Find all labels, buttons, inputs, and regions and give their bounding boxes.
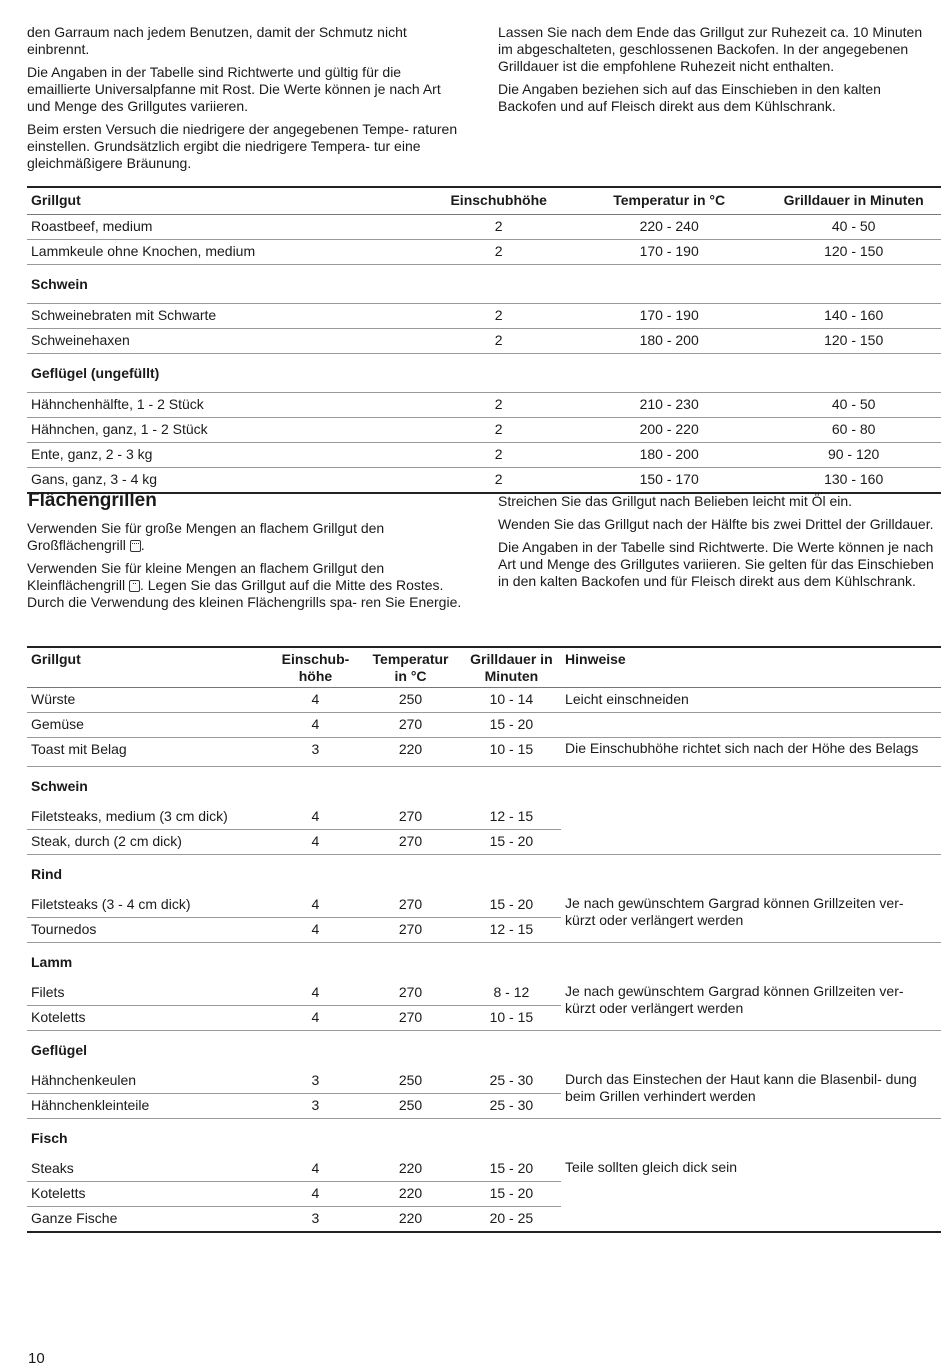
cell-level: 4: [272, 918, 360, 943]
table-row: [27, 1157, 941, 1182]
cell-level: 4: [272, 713, 360, 738]
cell-duration: 20 - 25: [489, 1210, 534, 1226]
paragraph: Die Angaben in der Tabelle sind Richtwerte und gültig für die emaillierte Universalpfanne mit Rost. Die Werte können je nach Art und Menge des Grillgutes variieren.: [27, 64, 441, 114]
column-header: Grillgut: [27, 647, 272, 688]
paragraph-text: Verwenden Sie für große Mengen an flachem Grillgut den Großflächengrill: [27, 520, 385, 553]
cell-note: Durch das Einstechen der Haut kann die Blasenbil- dung beim Grillen verhindert werden: [561, 1069, 941, 1119]
header-line: Minuten: [484, 668, 539, 684]
cell-level: 4: [272, 1157, 360, 1182]
cell-level: 2: [425, 304, 572, 329]
table-row: [27, 418, 941, 443]
cell-note: Leicht einschneiden: [561, 688, 941, 713]
cell-temperature: 250: [359, 1069, 461, 1094]
cell-level: 4: [272, 981, 360, 1006]
cell-duration: 25 - 30: [462, 1069, 561, 1094]
cell-note: Je nach gewünschtem Gargrad können Grillzeiten ver- kürzt oder verlängert werden: [561, 981, 941, 1031]
table-row: [27, 215, 941, 240]
cell-item: Filets: [27, 981, 272, 1006]
cell-level: 4: [272, 893, 360, 918]
cell-item: Filetsteaks, medium (3 cm dick): [27, 805, 272, 830]
cell-item: Roastbeef, medium: [27, 215, 425, 240]
section-heading: Schwein: [31, 778, 88, 794]
cell-duration: 60 - 80: [766, 418, 941, 443]
cell-level: 3: [311, 1210, 320, 1226]
paragraph: Streichen Sie das Grillgut nach Belieben leicht mit Öl ein.: [498, 493, 853, 509]
cell-item: Toast mit Belag: [27, 738, 272, 767]
section-row: [27, 1031, 941, 1070]
cell-temperature: 180 - 200: [572, 443, 766, 468]
paragraph: [27, 520, 467, 554]
cell-level: 2: [425, 215, 572, 240]
grill-table: [27, 186, 941, 494]
cell-item: Ente, ganz, 2 - 3 kg: [27, 443, 425, 468]
section-row: [27, 354, 941, 393]
intro-left-column: [27, 24, 467, 178]
cell-duration: 10 - 14: [462, 688, 561, 713]
cell-item: Steak, durch (2 cm dick): [31, 833, 182, 849]
cell-level: 3: [272, 738, 360, 767]
header-line: in °C: [394, 668, 427, 684]
cell-item: Tournedos: [27, 918, 272, 943]
header-line: Temperatur: [372, 651, 449, 667]
cell-duration: 10 - 15: [462, 738, 561, 767]
cell-level: 2: [425, 329, 572, 354]
cell-temperature: 170 - 190: [572, 240, 766, 265]
cell-item: Koteletts: [27, 1006, 272, 1031]
cell-item: Schweinehaxen: [27, 329, 425, 354]
section-heading: Geflügel (ungefüllt): [27, 354, 941, 393]
cell-temperature: 220: [359, 738, 461, 767]
cell-duration: 12 - 15: [462, 805, 561, 830]
cell-level: 4: [272, 688, 360, 713]
area-grill-table: [27, 646, 941, 1233]
cell-duration: 90 - 120: [766, 443, 941, 468]
cell-note: Je nach gewünschtem Gargrad können Grillzeiten ver- kürzt oder verlängert werden: [561, 893, 941, 943]
cell-temperature: 220 - 240: [572, 215, 766, 240]
cell-item: Gans, ganz, 3 - 4 kg: [31, 471, 158, 487]
paragraph: [27, 560, 467, 611]
cell-level: 2: [494, 471, 503, 487]
intro-right-column: [498, 24, 938, 121]
cell-duration: 12 - 15: [462, 918, 561, 943]
cell-duration: 130 - 160: [824, 471, 884, 487]
section-row: [27, 855, 941, 894]
table-row: [27, 805, 941, 830]
paragraph: Die Angaben in der Tabelle sind Richtwerte. Die Werte können je nach Art und Menge des Grillgutes variieren. Sie gelten für das Einschieben in den kalten Backofen und für Fleisch direkt aus dem Kühlschrank.: [498, 539, 934, 589]
cell-level: 3: [272, 1069, 360, 1094]
header-line: Grilldauer in: [470, 651, 553, 667]
cell-temperature: 220: [398, 1210, 423, 1226]
cell-duration: 140 - 160: [766, 304, 941, 329]
cell-duration: 25 - 30: [462, 1094, 561, 1119]
cell-item: Koteletts: [27, 1182, 272, 1207]
section-row: [27, 1119, 941, 1158]
section-row: [27, 767, 941, 806]
cell-level: 2: [425, 443, 572, 468]
page-number: 10: [28, 1350, 45, 1367]
section-heading: Rind: [27, 855, 941, 894]
cell-duration: 40 - 50: [766, 215, 941, 240]
paragraph: den Garraum nach jedem Benutzen, damit der Schmutz nicht einbrennt.: [27, 24, 407, 57]
cell-temperature: 270: [359, 981, 461, 1006]
cell-level: 4: [272, 805, 360, 830]
column-header: Temperatur in °C: [572, 187, 766, 215]
cell-level: 3: [272, 1094, 360, 1119]
paragraph: Die Angaben beziehen sich auf das Einschieben in den kalten Backofen und auf Fleisch direkt aus dem Kühlschrank.: [498, 81, 881, 114]
cell-note: [561, 713, 941, 738]
column-header: [359, 647, 461, 688]
cell-temperature: 270: [359, 1006, 461, 1031]
cell-duration: 15 - 20: [489, 833, 534, 849]
cell-item: Lammkeule ohne Knochen, medium: [27, 240, 425, 265]
column-header: Hinweise: [561, 647, 941, 688]
cell-temperature: 210 - 230: [572, 393, 766, 418]
cell-duration: 40 - 50: [766, 393, 941, 418]
cell-item: Hähnchenkleinteile: [27, 1094, 272, 1119]
section-heading: Lamm: [31, 954, 73, 970]
section-heading: Schwein: [27, 265, 941, 304]
large-area-grill-icon: [130, 540, 141, 552]
section-row: [27, 943, 941, 982]
cell-duration: 15 - 20: [462, 1157, 561, 1182]
cell-temperature: 220: [359, 1182, 461, 1207]
column-header: Einschubhöhe: [425, 187, 572, 215]
cell-note: Teile sollten gleich dick sein: [565, 1159, 738, 1175]
cell-item: Hähnchenhälfte, 1 - 2 Stück: [27, 393, 425, 418]
cell-item: Gemüse: [27, 713, 272, 738]
cell-duration: 15 - 20: [462, 1182, 561, 1207]
cell-temperature: 150 - 170: [639, 471, 699, 487]
section-title: Flächengrillen: [28, 490, 157, 511]
section-heading: Geflügel: [31, 1042, 88, 1058]
cell-temperature: 250: [359, 688, 461, 713]
cell-item: Steaks: [27, 1157, 272, 1182]
cell-duration: 15 - 20: [462, 713, 561, 738]
table-header-row: [27, 187, 941, 215]
paragraph-text: Verwenden Sie für kleine Mengen an flachem Grillgut den Kleinflächengrill: [27, 560, 385, 593]
cell-temperature: 270: [359, 918, 461, 943]
cell-item: Würste: [27, 688, 272, 713]
cell-duration: 120 - 150: [766, 329, 941, 354]
cell-level: 2: [425, 418, 572, 443]
cell-level: 4: [311, 833, 320, 849]
area-grill-left-column: [27, 520, 467, 617]
cell-duration: 120 - 150: [766, 240, 941, 265]
cell-temperature: 270: [359, 805, 461, 830]
cell-item: Hähnchenkeulen: [27, 1069, 272, 1094]
table-row: [27, 688, 941, 713]
table-row: [27, 443, 941, 468]
cell-item: Hähnchen, ganz, 1 - 2 Stück: [27, 418, 425, 443]
cell-temperature: 200 - 220: [572, 418, 766, 443]
table-row: [27, 304, 941, 329]
cell-level: 2: [425, 393, 572, 418]
cell-item: Schweinebraten mit Schwarte: [27, 304, 425, 329]
cell-temperature: 180 - 200: [572, 329, 766, 354]
cell-level: 4: [272, 1006, 360, 1031]
column-header: [272, 647, 360, 688]
table-row: [27, 329, 941, 354]
cell-level: 2: [425, 240, 572, 265]
area-grill-right-column: [498, 493, 938, 596]
cell-note: [561, 805, 941, 855]
section-heading: Fisch: [31, 1130, 68, 1146]
cell-temperature: 220: [359, 1157, 461, 1182]
cell-temperature: 270: [359, 893, 461, 918]
cell-item: Ganze Fische: [31, 1210, 118, 1226]
column-header: Grillgut: [27, 187, 425, 215]
small-area-grill-icon: [129, 580, 140, 592]
table-row: [27, 981, 941, 1006]
table-row: [27, 393, 941, 418]
header-line: Einschub-: [281, 651, 350, 667]
paragraph: Wenden Sie das Grillgut nach der Hälfte bis zwei Drittel der Grilldauer.: [498, 516, 934, 532]
cell-duration: 8 - 12: [462, 981, 561, 1006]
table-row: [27, 713, 941, 738]
cell-temperature: 270: [359, 713, 461, 738]
cell-duration: 15 - 20: [462, 893, 561, 918]
cell-temperature: 250: [359, 1094, 461, 1119]
cell-temperature: 170 - 190: [572, 304, 766, 329]
cell-level: 4: [272, 1182, 360, 1207]
table-row: [27, 893, 941, 918]
table-row: [27, 468, 941, 494]
cell-item: Filetsteaks (3 - 4 cm dick): [27, 893, 272, 918]
column-header: [462, 647, 561, 688]
paragraph-text: .: [140, 537, 145, 553]
paragraph: Lassen Sie nach dem Ende das Grillgut zur Ruhezeit ca. 10 Minuten im abgeschalteten, geschlossenen Backofen. In der angegebenen Grilldauer ist die empfohlene Ruhezeit nicht enthalten.: [498, 24, 923, 74]
paragraph-text: . Legen Sie das Grillgut auf die Mitte des Rostes. Durch die Verwendung des kleinen Flächengrills spa- ren Sie Energie.: [27, 577, 462, 610]
paragraph: Beim ersten Versuch die niedrigere der angegebenen Tempe- raturen einstellen. Grundsätzlich ergibt die niedrigere Tempera- tur eine gleichmäßigere Bräunung.: [27, 121, 458, 171]
header-line: höhe: [298, 668, 333, 684]
table-row: [27, 240, 941, 265]
cell-temperature: 270: [398, 833, 423, 849]
cell-note: Die Einschubhöhe richtet sich nach der Höhe des Belags: [561, 738, 941, 767]
table-row: [27, 1069, 941, 1094]
column-header: Grilldauer in Minuten: [766, 187, 941, 215]
table-header-row: [27, 647, 941, 688]
section-row: [27, 265, 941, 304]
cell-duration: 10 - 15: [462, 1006, 561, 1031]
table-row: [27, 738, 941, 767]
